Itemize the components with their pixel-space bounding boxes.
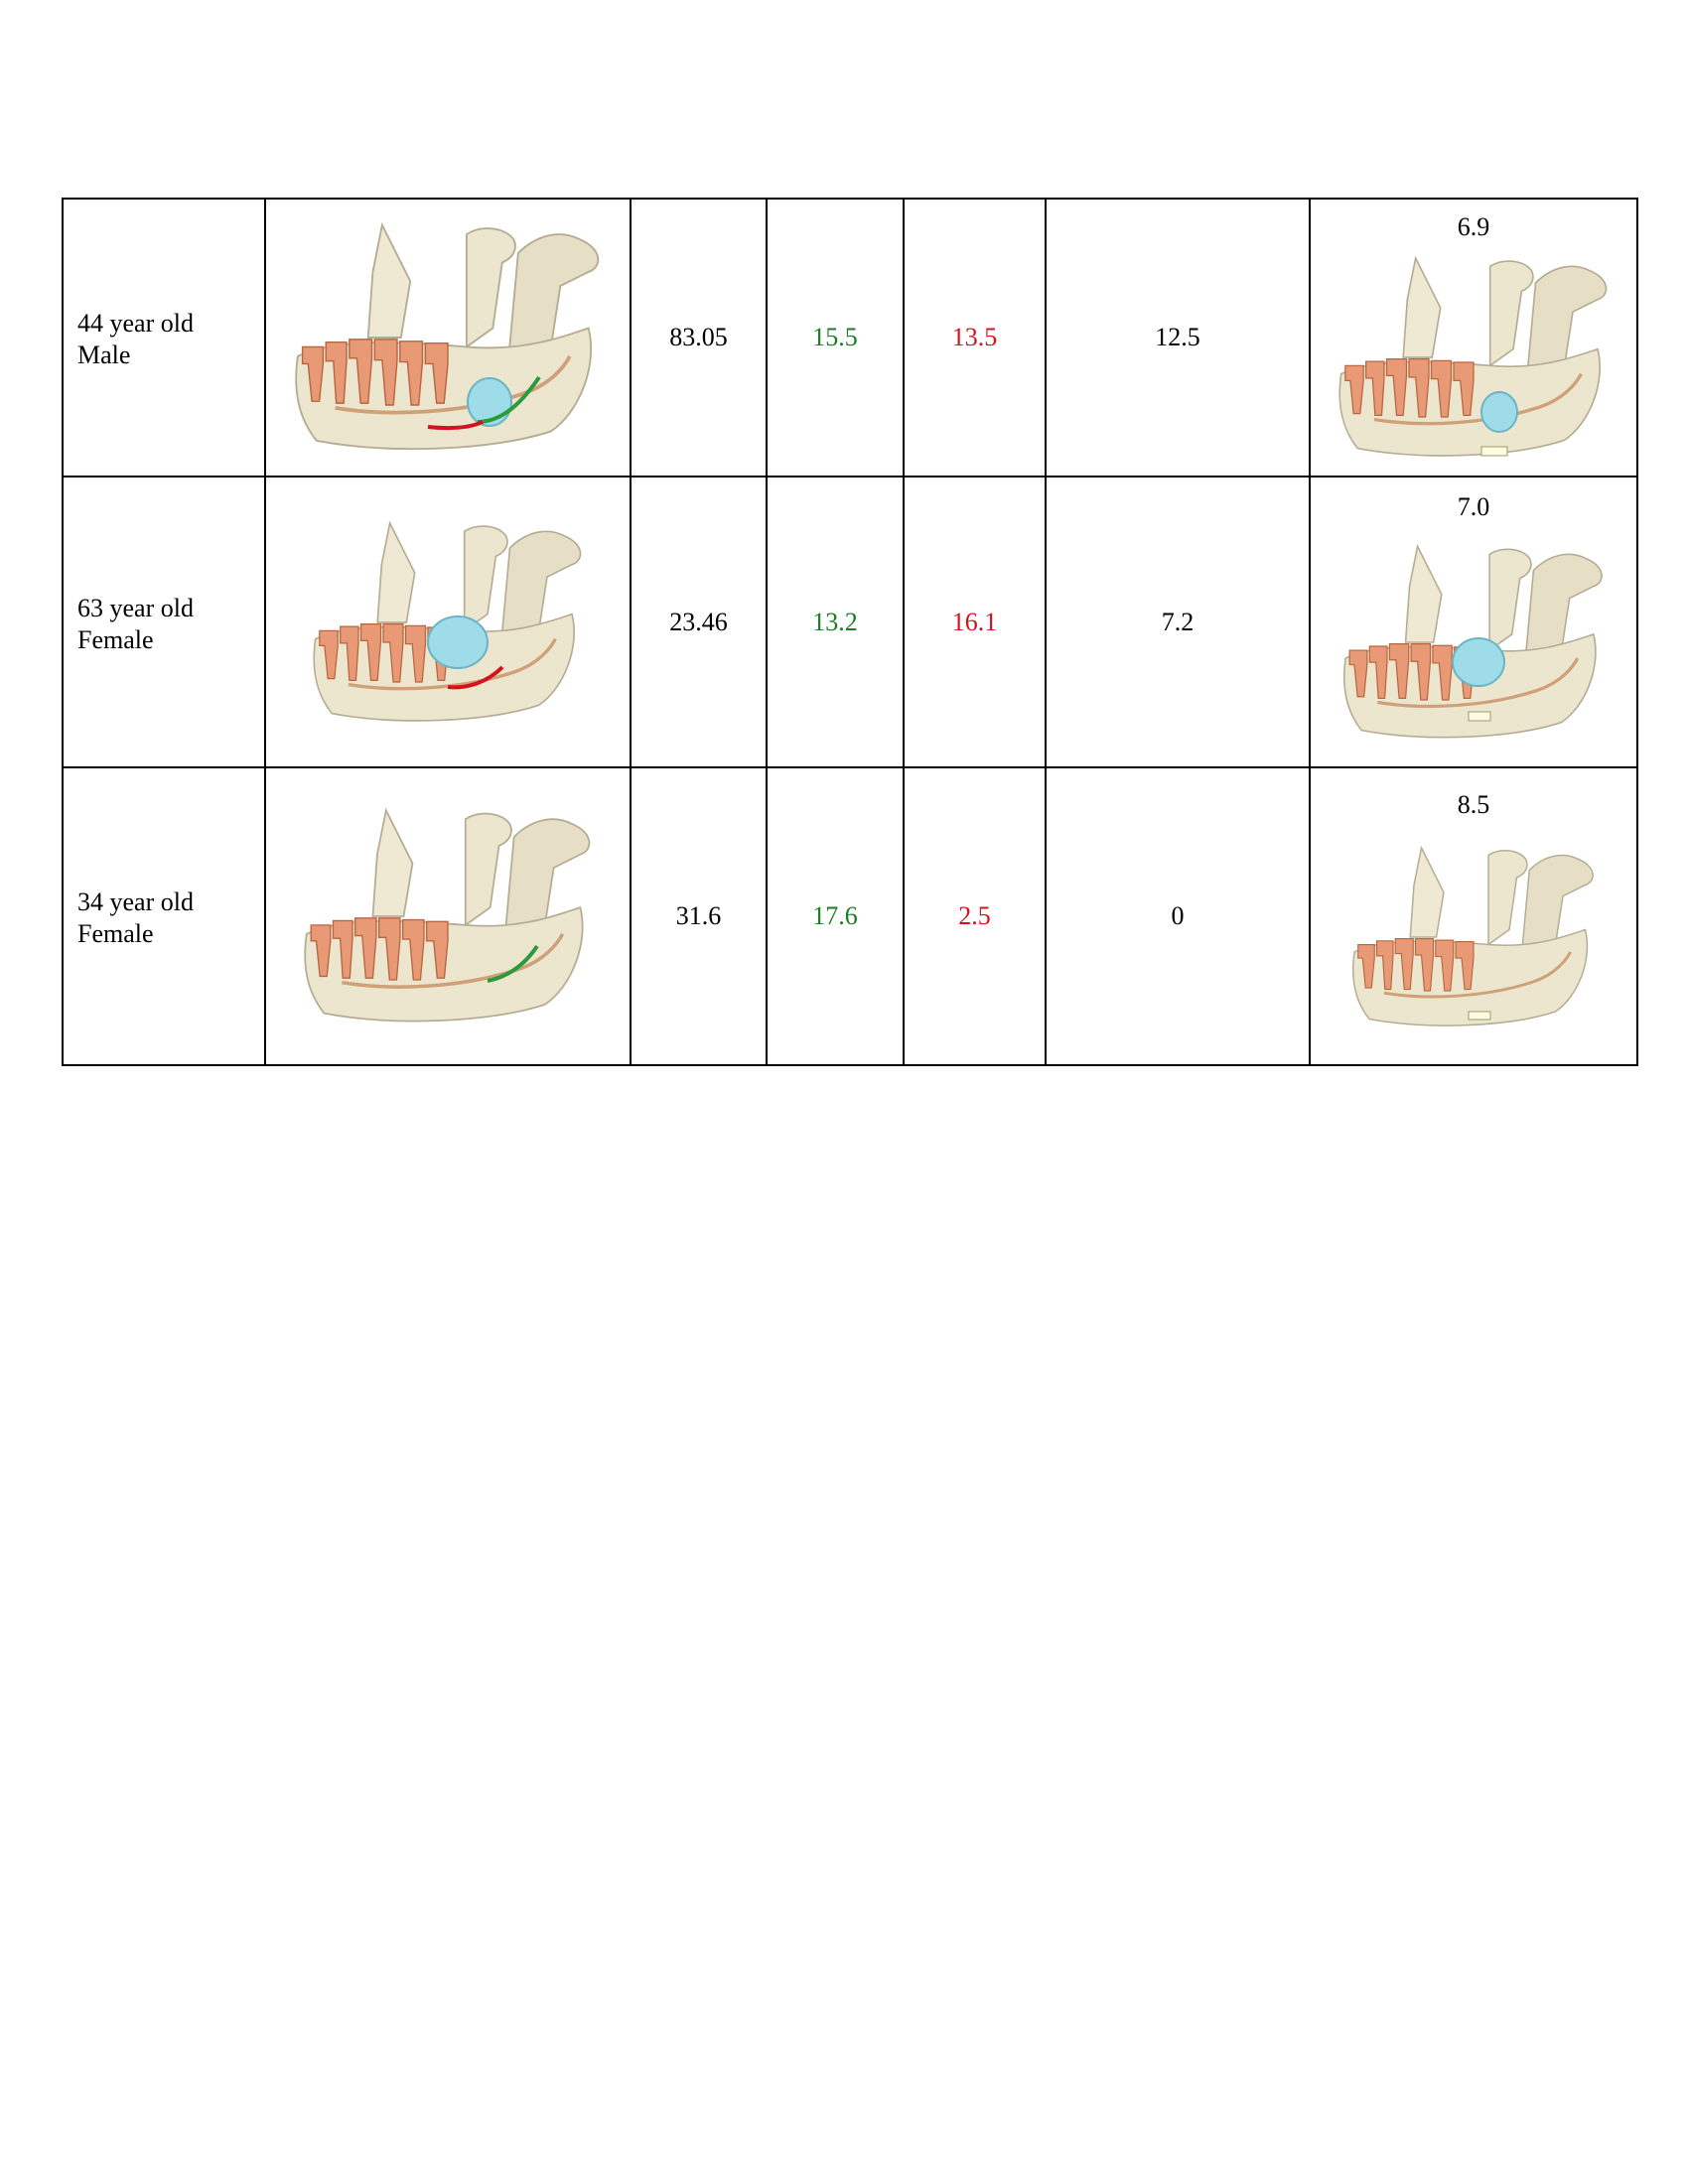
patient-sex: Female [77,624,154,654]
value-2-cell [767,477,904,767]
patient-age: 63 year old [77,593,194,622]
value-2: 15.5 [812,323,858,351]
value-4-cell [1046,767,1310,1065]
patient-sex: Male [77,341,131,369]
value-4: 0 [1171,901,1185,930]
value-5: 8.5 [1457,790,1490,819]
value-3-cell [904,767,1046,1065]
value-1: 23.46 [669,607,728,636]
value-5: 6.9 [1457,212,1490,241]
mandible-3d-image [289,797,607,1035]
mandible-measurement-image [1325,248,1622,467]
mandible-3d-image [279,208,617,467]
patient-cell [63,199,265,477]
value-1-cell [631,199,767,477]
value-2: 13.2 [812,607,858,636]
model-image-cell [265,199,631,477]
mandible-measurement-image [1330,528,1618,756]
patient-age: 34 year old [77,887,194,916]
model-image-cell [265,477,631,767]
value-3: 2.5 [958,901,991,930]
value-1-cell [631,767,767,1065]
value-2: 17.6 [812,901,858,930]
patient-cell [63,767,265,1065]
results-table [62,198,1638,1066]
table-row [63,199,1637,477]
patient-cell [63,477,265,767]
table-row [63,767,1637,1065]
value-5-cell [1310,767,1637,1065]
mandible-3d-image [299,498,597,747]
value-1-cell [631,477,767,767]
value-3-cell [904,477,1046,767]
value-3: 13.5 [951,323,998,351]
value-4-cell [1046,477,1310,767]
value-5-cell [1310,477,1637,767]
value-3-cell [904,199,1046,477]
patient-sex: Female [77,919,154,948]
model-image-cell [265,767,631,1065]
mandible-measurement-image [1339,828,1608,1046]
value-4: 12.5 [1155,323,1200,351]
table-row [63,477,1637,767]
value-1: 31.6 [675,901,722,930]
value-5-cell [1310,199,1637,477]
value-2-cell [767,199,904,477]
value-1: 83.05 [669,323,728,351]
value-3: 16.1 [951,607,998,636]
value-2-cell [767,767,904,1065]
value-4-cell [1046,199,1310,477]
value-4: 7.2 [1161,607,1195,636]
patient-age: 44 year old [77,309,194,338]
value-5: 7.0 [1457,491,1490,521]
